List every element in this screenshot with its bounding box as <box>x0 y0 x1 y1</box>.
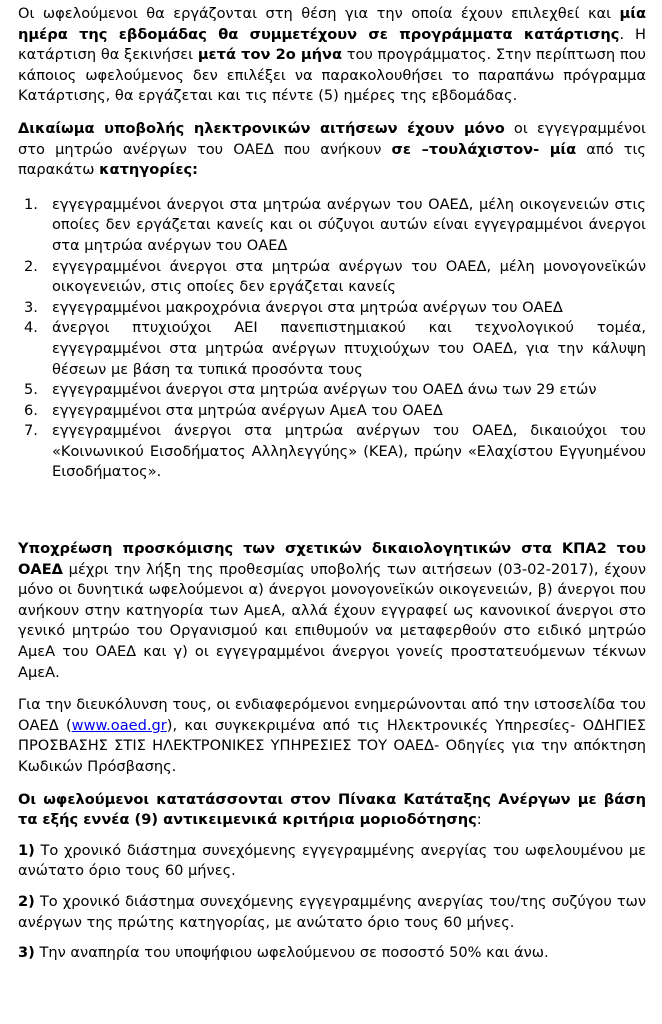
criterion-text: Το χρονικό διάστημα συνεχόμενης εγγεγραμμένης ανεργίας του/της συζύγου των ανέργων της πρώτης κατηγορίας, με ανώτατο όριο τους 60 μήνες. <box>18 892 646 931</box>
list-item <box>18 318 646 380</box>
text-run: οι εγγεγραμμένοι στο μητρώο ανέργων του ΟΑΕΔ που ανήκουν <box>18 119 646 158</box>
eligibility-paragraph <box>18 119 646 181</box>
criterion-number: 2) <box>18 892 35 910</box>
list-text: εγγεγραμμένοι άνεργοι στα μητρώα ανέργων του ΟΑΕΔ, μέλη οικογενειών στις οποίες δεν εργάζεται κανείς και οι σύζυγοι αυτών είναι εγγεγραμμένοι άνεργοι στα μητρώα ανέργων του ΟΑΕΔ <box>52 195 646 254</box>
category-list <box>18 195 646 483</box>
training-paragraph <box>18 4 646 107</box>
text-run: : <box>476 811 482 829</box>
text-run: του προγράμματος. Στην περίπτωση που κάποιος ωφελούμενος δεν επιλέξει να παρακολουθήσει το παραπάνω πρόγραμμα Κατάρτισης, θα εργάζεται και τις πέντε (5) ημέρες της εβδομάδας. <box>18 46 647 105</box>
list-text: εγγεγραμμένοι άνεργοι στα μητρώα ανέργων του ΟΑΕΔ, μέλη μονογονεϊκών οικογενειών, στις οποίες δεν εργάζεται κανείς <box>52 257 646 296</box>
list-number: 7. <box>24 422 38 440</box>
criterion-number: 1) <box>18 841 35 859</box>
criterion-text: Το χρονικό διάστημα συνεχόμενης εγγεγραμμένης ανεργίας του ωφελουμένου με ανώτατο όριο τους 60 μήνες. <box>18 841 646 880</box>
text-run: ), και συγκεκριμένα από τις Ηλεκτρονικές Υπηρεσίες- ΟΔΗΓΙΕΣ ΠΡΟΣΒΑΣΗΣ ΣΤΙΣ ΗΛΕΚΤΡΟΝΙΚΕΣ ΥΠΗΡΕΣΙΕΣ ΤΟΥ ΟΑΕΔ- Οδηγίες για την απόκτηση Κωδικών Πρόσβασης. <box>18 716 646 775</box>
criterion-text: Την αναπηρία του υποψήφιου ωφελούμενου σε ποσοστό 50% και άνω. <box>34 944 549 962</box>
bold-run: μετά τον 2ο μήνα <box>197 46 342 64</box>
bold-run: σε –τουλάχιστον- μία <box>391 140 577 158</box>
list-item <box>18 257 646 298</box>
documents-paragraph <box>18 539 646 683</box>
list-number: 2. <box>24 257 38 275</box>
text-run: Οι ωφελούμενοι θα εργάζονται στη θέση για την οποία έχουν επιλεχθεί και <box>18 5 620 22</box>
info-paragraph <box>18 695 646 777</box>
ranking-paragraph <box>18 790 646 831</box>
list-item <box>18 380 646 401</box>
list-text: εγγεγραμμένοι στα μητρώα ανέργων ΑμεΑ του ΟΑΕΔ <box>52 401 443 419</box>
list-item <box>18 401 646 422</box>
text-run: μέχρι την λήξη της προθεσμίας υποβολής των αιτήσεων (03-02-2017), έχουν μόνο οι δυνητικά ωφελούμενοι α) άνεργοι μονογονεϊκών οικογενειών, β) άνεργοι που ανήκουν στην κατηγορία των ΑμεΑ, αλλά έχουν εγγραφεί ως κανονικοί άνεργοι στο γενικό μητρώο του Οργανισμού και επιθυμούν να μεταφερθούν στο ειδικό μητρώο ΑμεΑ του ΟΑΕΔ και γ) οι εγγεγραμμένοι άνεργοι γονείς προστατευόμενων τέκνων ΑμεΑ. <box>18 560 646 681</box>
list-text: εγγεγραμμένοι άνεργοι στα μητρώα ανέργων του ΟΑΕΔ, δικαιούχοι του «Κοινωνικού Εισοδήματος Αλληλεγγύης» (ΚΕΑ), πρώην «Ελαχίστου Εγγυημένου Εισοδήματος». <box>52 422 646 481</box>
criterion-item <box>18 841 646 882</box>
list-number: 3. <box>24 298 38 316</box>
text-run: Για την διευκόλυνση τους, οι ενδιαφερόμενοι ενημερώνονται από την ιστοσελίδα του ΟΑΕΔ ( <box>18 696 646 734</box>
oaed-website-link[interactable]: www.oaed.gr <box>71 716 167 734</box>
list-item <box>18 195 646 257</box>
list-number: 4. <box>24 319 38 337</box>
text-run: από τις παρακάτω <box>18 140 646 179</box>
bold-run: Δικαίωμα υποβολής ηλεκτρονικών αιτήσεων έχουν μόνο <box>18 119 505 137</box>
list-number: 6. <box>24 401 38 419</box>
bold-run: Οι ωφελούμενοι κατατάσσονται στον Πίνακα Κατάταξης Ανέργων με βάση τα εξής εννέα (9) αντικειμενικά κριτήρια μοριοδότησης <box>18 790 646 829</box>
list-item <box>18 298 646 319</box>
list-number: 1. <box>24 195 38 213</box>
criterion-item <box>18 943 646 964</box>
list-item <box>18 421 646 483</box>
bold-run: μία ημέρα της εβδομάδας θα συμμετέχουν σε προγράμματα κατάρτισης <box>18 5 646 43</box>
list-number: 5. <box>24 381 38 399</box>
bold-run: κατηγορίες: <box>99 161 198 179</box>
list-text: εγγεγραμμένοι μακροχρόνια άνεργοι στα μητρώα ανέργων του ΟΑΕΔ <box>52 298 563 316</box>
bold-run: Υποχρέωση προσκόμισης των σχετικών δικαιολογητικών στα ΚΠΑ2 του ΟΑΕΔ <box>18 540 646 578</box>
list-text: άνεργοι πτυχιούχοι ΑΕΙ πανεπιστημιακού και τεχνολογικού τομέα, εγγεγραμμένοι στα μητρώα ανέργων πτυχιούχων του ΟΑΕΔ, για την κάλυψη θέσεων με βάση τα τυπικά προσόντα τους <box>52 319 646 378</box>
criterion-item <box>18 892 646 933</box>
list-text: εγγεγραμμένοι άνεργοι στα μητρώα ανέργων του ΟΑΕΔ άνω των 29 ετών <box>52 381 597 399</box>
text-run: . Η κατάρτιση θα ξεκινήσει <box>18 25 646 64</box>
criterion-number: 3) <box>18 944 35 962</box>
